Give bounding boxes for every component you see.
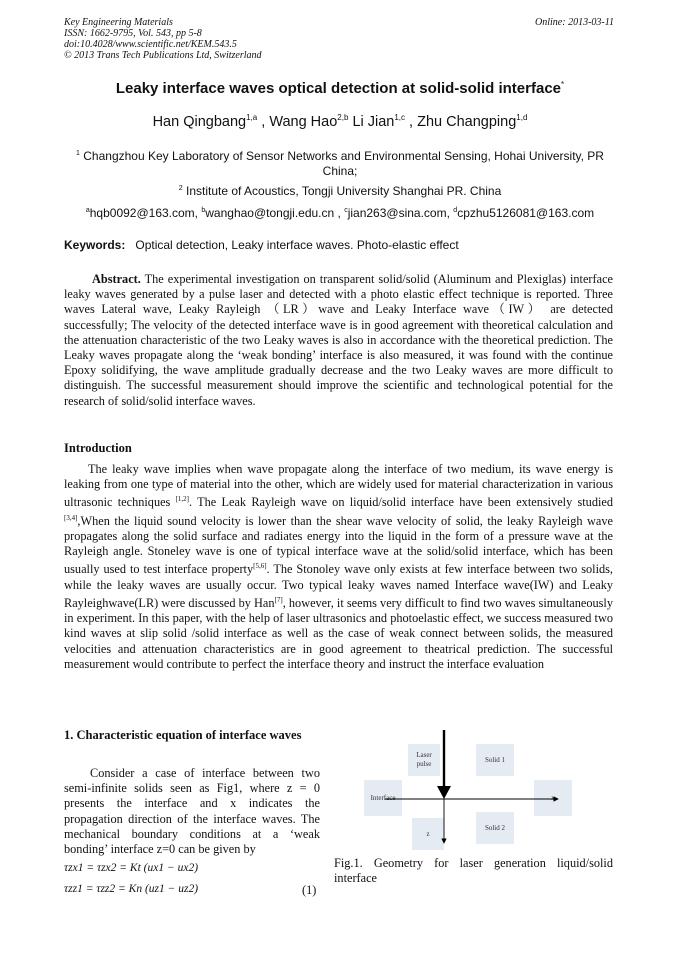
journal-name: Key Engineering Materials (64, 17, 173, 28)
affiliation-1-sup: 1 (76, 150, 80, 157)
citation-1: [1,2] (175, 495, 190, 504)
equation-line-1: τzx1 = τzx2 = Kt (ux1 − ux2) (64, 862, 199, 874)
email-address[interactable]: hqb0092@163.com, (89, 206, 202, 220)
figure-axes (330, 728, 620, 853)
intro-paragraph (64, 462, 613, 672)
laser-pulse-box: Laser pulse (408, 744, 440, 776)
email-sup: c (344, 207, 348, 214)
author-name: Han Qingbang (152, 113, 247, 130)
affiliation-2-text: Institute of Acoustics, Tongji University Shanghai PR. China (185, 184, 502, 198)
author-name: Li Jian (352, 113, 395, 130)
section-1-heading: 1. Characteristic equation of interface waves (64, 728, 302, 742)
intro-text-4: . The Stonoley wave only exists at few interface between two solids, while the leaky waves are usually occur. Two typical leaky waves named Interface wave(IW) and Leaky Rayleighwave(LR) were discussed by Han (64, 562, 613, 610)
equation-line-2: τzz1 = τzz2 = Kn (uz1 − uz2) (64, 883, 199, 895)
author-list (40, 113, 640, 130)
email-sup: b (201, 207, 206, 214)
citation-4: [7] (274, 595, 283, 604)
author-affiliation-sup: 1,c (394, 113, 406, 122)
z-axis-box: z (412, 818, 444, 850)
author-affiliation-sup: 2,b (337, 113, 349, 122)
equation-number: (1) (302, 883, 317, 897)
title-text: Leaky interface waves optical detection at solid-solid interface (115, 80, 562, 97)
keywords-label: Keywords: (64, 238, 126, 252)
email-sup: d (453, 207, 458, 214)
email-address[interactable]: cpzhu5126081@163.com (457, 206, 595, 220)
section-1-text: Consider a case of interface between two semi-infinite solids seen as Fig1, where z = 0 presents the interface and x indicates the propagation direction of the interface waves. The mechanical boundary conditions at a ‘weak bonding’ interface z=0 can be given by (64, 766, 320, 857)
issn: ISSN: 1662-9795, Vol. 543, pp 5-8 (64, 28, 202, 39)
affiliation-2 (62, 181, 618, 199)
intro-text-2: . The Leak Rayleigh wave on liquid/solid interface have been extensively studied (189, 495, 613, 510)
intro-text-3: ,When the liquid sound velocity is lower than the shear wave velocity of solid, the leaky Rayleigh wave propagates along the solid surface and radiates energy into the liquid in the form of a pressure wave at the Rayleigh angle. Stoneley wave is one of typical interface wave at the solid/solid interface, which has been usually used to test interface property (64, 513, 613, 577)
author-name: Wang Hao (269, 113, 338, 130)
affiliation-2-sup: 2 (178, 185, 183, 192)
intro-text-5: , however, it seems very difficult to find two waves simultaneously in experiment. In this paper, with the help of laser ultrasonics and photoelastic effect, we success measured two kind waves at slip solid /solid interface as well as the case of weak connect between solids, the measured velocities and attenuation characteristics are in good agreement to theatrical prediction. The successful measurement would contribute to perfect the interface theory and instruct the interface evaluation (64, 596, 613, 671)
laser-beam-arrowhead (437, 786, 451, 799)
citation-3: [5,6] (253, 562, 267, 571)
email-list (40, 203, 640, 221)
intro-text-1: The leaky wave implies when wave propagate along the interface of two medium, its wave energy is leaking from one type of material into the other, which are widely used for material characterization in various ultrasonic techniques (64, 462, 613, 510)
author-separator: , (405, 113, 418, 130)
copyright: © 2013 Trans Tech Publications Ltd, Switzerland (64, 50, 262, 61)
online-date: Online: 2013-03-11 (535, 17, 614, 28)
abstract-text: The experimental investigation on transparent solid/solid (Aluminum and Plexiglas) interface leaky waves generated by a pulse laser and detected with a photo elastic effect technique is reported. Three waves Lateral wave, Leaky Rayleigh （LR）wave and Leaky Interface wave（IW） are detected successfully; The velocity of the detected interface wave is in good agreement with theoretical calculation and the attenuation characteristic of the two Leaky waves is also in accordance with the theoretical prediction. The Leaky waves propagate along the ‘weak bonding’ interface is also measured, it was found with the continue Epoxy solidifying, the wave amplitude gradually decrease and the two Leaky waves are more difficult to distinguish. The successful measurement should improve the scientific and technological potential for the research of solid/solid interface waves. (64, 272, 614, 408)
author-affiliation-sup: 1,d (516, 113, 528, 122)
email-sup: a (85, 207, 90, 214)
doi: doi:10.4028/www.scientific.net/KEM.543.5 (64, 39, 237, 50)
intro-heading: Introduction (64, 441, 132, 455)
keywords-text: Optical detection, Leaky interface waves. Photo-elastic effect (135, 238, 459, 252)
author-name: Zhu Changping (417, 113, 517, 130)
citation-2: [3,4] (64, 513, 78, 522)
email-address[interactable]: wanghao@tongji.edu.cn , (205, 206, 345, 220)
interface-box: Interface (364, 780, 402, 816)
author-affiliation-sup: 1,a (246, 113, 258, 122)
keywords (64, 238, 459, 252)
x-axis-box: x (534, 780, 572, 816)
figure-1-caption: Fig.1. Geometry for laser generation liquid/solid interface (334, 856, 613, 885)
figure-1 (330, 728, 620, 853)
abstract (64, 272, 613, 409)
solid-2-box: Solid 2 (476, 812, 514, 844)
abstract-label: Abstract. (92, 272, 141, 286)
author-separator: , (257, 113, 270, 130)
title-mark: * (561, 80, 565, 89)
affiliation-1-text: Changzhou Key Laboratory of Sensor Networks and Environmental Sensing, Hohai University, PR China; (83, 149, 604, 178)
email-address[interactable]: jian263@sina.com, (347, 206, 454, 220)
affiliation-1 (62, 146, 618, 179)
paper-title (40, 80, 640, 97)
solid-1-box: Solid 1 (476, 744, 514, 776)
